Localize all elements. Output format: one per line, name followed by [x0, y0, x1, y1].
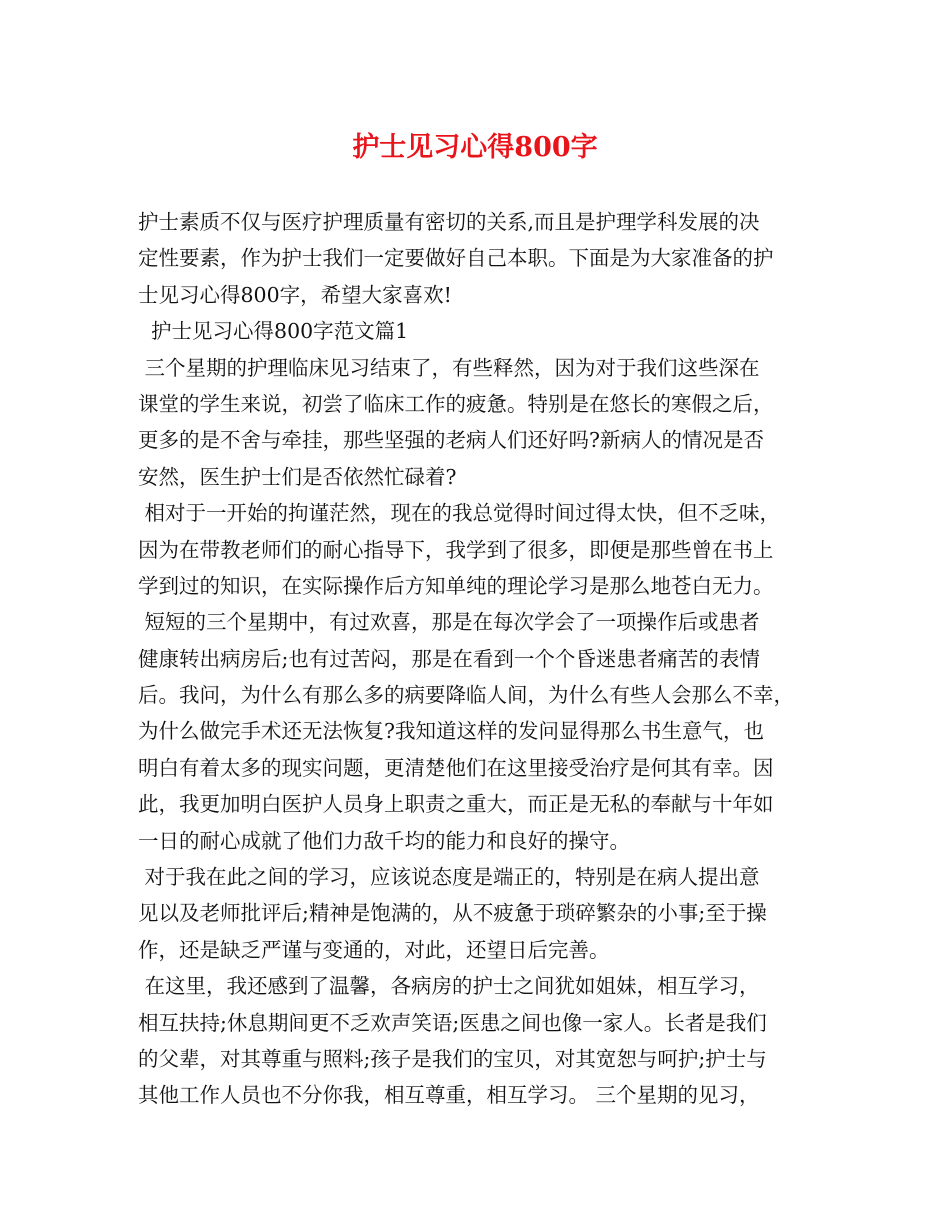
body-line: 相互扶持;休息期间更不乏欢声笑语;医患之间也像一家人。长者是我们 [138, 1010, 767, 1035]
body-line: 其他工作人员也不分你我，相互尊重，相互学习。 三个星期的见习， [138, 1083, 760, 1108]
body-line: 作，还是缺乏严谨与变通的，对此，还望日后完善。 [138, 937, 610, 962]
body-line: 相对于一开始的拘谨茫然，现在的我总觉得时间过得太快，但不乏味， [138, 501, 781, 526]
body-line: 安然，医生护士们是否依然忙碌着? [138, 464, 457, 489]
body-line: 的父辈，对其尊重与照料;孩子是我们的宝贝，对其宽恕与呵护;护士与 [138, 1046, 767, 1071]
body-line: 更多的是不舍与牵挂，那些坚强的老病人们还好吗?新病人的情况是否 [138, 428, 764, 453]
body-line: 明白有着太多的现实问题，更清楚他们在这里接受治疗是何其有幸。因 [138, 755, 774, 780]
body-line: 三个星期的护理临床见习结束了，有些释然，因为对于我们这些深在 [138, 355, 760, 380]
body-line: 士见习心得800字，希望大家喜欢! [138, 282, 452, 307]
body-line: 短短的三个星期中，有过欢喜，那是在每次学会了一项操作后或患者 [138, 610, 760, 635]
body-line: 此，我更加明白医护人员身上职责之重大，而正是无私的奉献与十年如 [138, 792, 774, 817]
body-line: 学到过的知识，在实际操作后方知单纯的理论学习是那么地苍白无力。 [138, 573, 774, 598]
body-line: 在这里，我还感到了温馨，各病房的护士之间犹如姐妹，相互学习， [138, 974, 760, 999]
body-line: 为什么做完手术还无法恢复?我知道这样的发问显得那么书生意气，也 [138, 719, 764, 744]
body-line: 因为在带教老师们的耐心指导下，我学到了很多，即便是那些曾在书上 [138, 537, 774, 562]
body-line: 护士素质不仅与医疗护理质量有密切的关系,而且是护理学科发展的决 [138, 210, 760, 234]
body-line: 课堂的学生来说，初尝了临床工作的疲惫。特别是在悠长的寒假之后， [138, 391, 774, 416]
body-line: 对于我在此之间的学习，应该说态度是端正的，特别是在病人提出意 [138, 865, 760, 890]
document-title: 护士见习心得800字 [352, 132, 598, 163]
body-line: 一日的耐心成就了他们力敌千均的能力和良好的操守。 [138, 828, 630, 853]
body-line: 定性要素，作为护士我们一定要做好自己本职。下面是为大家准备的护 [138, 246, 774, 271]
body-line: 后。我问，为什么有那么多的病要降临人间，为什么有些人会那么不幸， [138, 683, 794, 708]
body-line: 见以及老师批评后;精神是饱满的，从不疲惫于琐碎繁杂的小事;至于操 [138, 901, 767, 926]
document-body [138, 204, 818, 1114]
section-heading: 护士见习心得800字范文篇1 [138, 319, 409, 344]
body-line: 健康转出病房后;也有过苦闷，那是在看到一个个昏迷患者痛苦的表情 [138, 646, 760, 671]
